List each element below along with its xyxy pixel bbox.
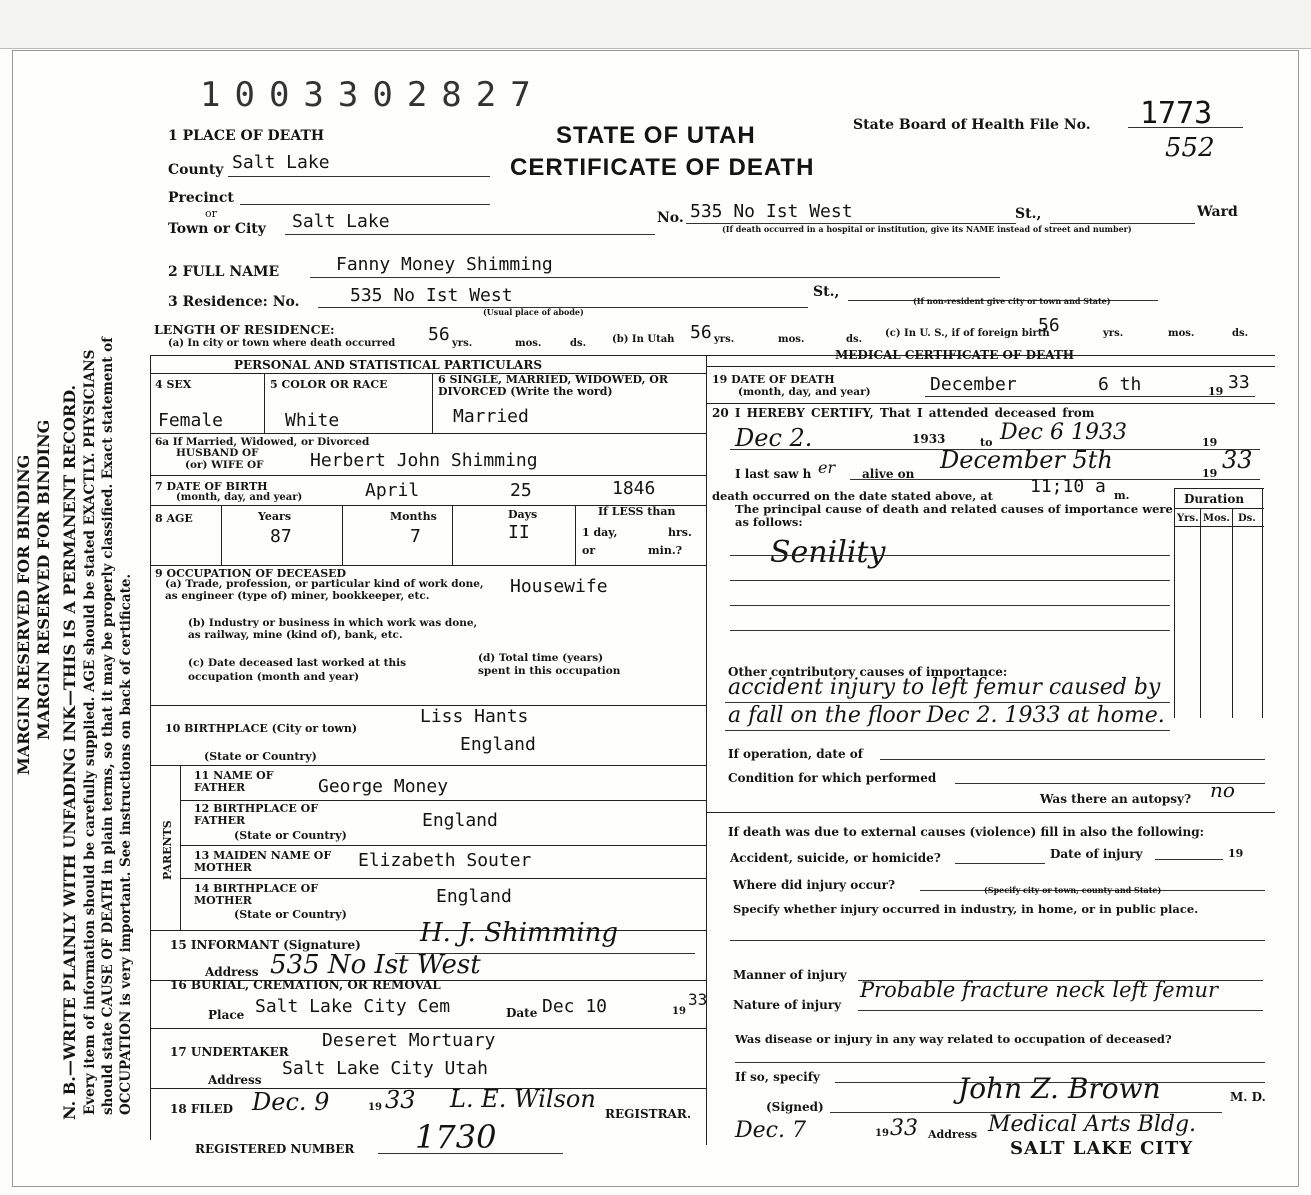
informant-address-label: Address: [205, 965, 259, 979]
duration-mos: Mos.: [1203, 513, 1230, 524]
one-day-label: 1 day,: [582, 526, 618, 539]
marital-label: 6 SINGLE, MARRIED, WIDOWED, OR DIVORCED (Write the word): [438, 373, 669, 398]
burial-place-label: Place: [208, 1008, 245, 1022]
length-label: LENGTH OF RESIDENCE:: [154, 322, 335, 337]
father-bp: England: [422, 810, 498, 831]
county-value: Salt Lake: [232, 152, 330, 173]
dod-year-prefix: 19: [1208, 385, 1224, 398]
certify-label: 20 I HEREBY CERTIFY, That I attended deceased from: [712, 406, 1095, 420]
top-serial: 1003302827: [200, 75, 545, 115]
mother-bp-label: 14 BIRTHPLACE OF MOTHER: [194, 882, 319, 907]
length-a-years: 56: [428, 324, 450, 345]
nature-label: Nature of injury: [733, 998, 842, 1012]
occupation-label: 9 OCCUPATION OF DECEASED: [155, 567, 347, 580]
margin-binding-1: MARGIN RESERVED FOR BINDING: [14, 454, 33, 775]
signed-label: (Signed): [766, 1100, 824, 1114]
registrar-label: REGISTRAR.: [605, 1107, 692, 1121]
sig-address-label: Address: [928, 1128, 978, 1141]
sex-label: 4 SEX: [155, 378, 192, 391]
color-value: White: [285, 410, 340, 431]
other-causes-label: Other contributory causes of importance:: [728, 665, 1008, 679]
spouse-value: Herbert John Shimming: [310, 450, 538, 471]
full-name-label: 2 FULL NAME: [168, 264, 280, 280]
age-label: 8 AGE: [155, 512, 193, 525]
specify-label: Specify whether injury occurred in industry, in home, or in public place.: [733, 902, 1199, 916]
dob-month: April: [365, 480, 420, 501]
burial-label: 16 BURIAL, CREMATION, OR REMOVAL: [170, 978, 441, 992]
length-a-ds: ds.: [570, 338, 587, 349]
length-b-ds: ds.: [846, 334, 863, 345]
mother-label: 13 MAIDEN NAME OF MOTHER: [194, 849, 332, 874]
informant-label: 15 INFORMANT (Signature): [170, 938, 361, 952]
dod-day: 6 th: [1098, 374, 1142, 395]
autopsy-label: Was there an autopsy?: [1040, 792, 1192, 806]
age-days: II: [508, 522, 530, 543]
length-a-yrs: yrs.: [452, 338, 473, 349]
file-no: 1773: [1140, 96, 1213, 131]
residence-st-label: St.,: [813, 284, 840, 300]
related-label: Was disease or injury in any way related to occupation of deceased?: [735, 1032, 1172, 1046]
filed-label: 18 FILED: [170, 1102, 233, 1116]
burial-date: Dec 10: [542, 996, 608, 1017]
other-cause-1: accident injury to left femur caused by: [728, 675, 1161, 700]
file-no-label: State Board of Health File No.: [853, 117, 1091, 133]
duration-label: Duration: [1184, 492, 1245, 506]
usual-note: (Usual place of abode): [483, 307, 584, 317]
if-so-label: If so, specify: [735, 1070, 820, 1084]
mother-bp: England: [436, 886, 512, 907]
certificate-title: CERTIFICATE OF DEATH: [510, 154, 815, 181]
filed-year: 33: [385, 1086, 416, 1114]
dob-sub: (month, day, and year): [176, 492, 303, 503]
attend-from-year: 1933: [912, 432, 946, 446]
street-st-label: St.,: [1015, 206, 1042, 222]
mother-name: Elizabeth Souter: [358, 850, 532, 871]
stacked-page-edge: [0, 0, 1311, 49]
hospital-note: (If death occurred in a hospital or institution, give its NAME instead of street and number): [722, 224, 1132, 234]
margin-nb: N. B.—WRITE PLAINLY WITH UNFADING INK—THIS IS A PERMANENT RECORD.: [60, 384, 79, 1120]
birthplace-city: Liss Hants: [420, 706, 529, 727]
dod-label: 19 DATE OF DEATH: [712, 373, 835, 386]
where-label: Where did injury occur?: [733, 878, 896, 892]
age-months: 7: [410, 526, 421, 547]
or-label: or: [582, 544, 596, 557]
undertaker-name: Deseret Mortuary: [322, 1030, 496, 1051]
length-c-label: (c) In U. S., if of foreign birth: [885, 328, 1050, 339]
nature-value: Probable fracture neck left femur: [860, 978, 1219, 1002]
sex-value: Female: [158, 410, 224, 431]
burial-date-label: Date: [506, 1006, 538, 1020]
color-label: 5 COLOR OR RACE: [270, 378, 388, 391]
hrs-label: hrs.: [668, 526, 692, 539]
margin-binding-2: MARGIN RESERVED FOR BINDING: [34, 419, 53, 740]
age-days-label: Days: [508, 508, 538, 521]
last-saw-label: I last saw h: [735, 467, 812, 481]
birthplace-label: 10 BIRTHPLACE (City or town): [165, 722, 358, 735]
town-value: Salt Lake: [292, 211, 390, 232]
town-label: Town or City: [168, 221, 266, 237]
min-label: min.?: [648, 544, 683, 557]
margin-occupation: OCCUPATION is very important. See instructions on back of certificate.: [118, 573, 134, 1115]
injury-date-label: Date of injury: [1050, 847, 1143, 861]
manner-label: Manner of injury: [733, 968, 847, 982]
attend-year-blank: 19: [1202, 436, 1218, 449]
undertaker-label: 17 UNDERTAKER: [170, 1045, 289, 1059]
registered-value: 1730: [415, 1118, 497, 1156]
where-note: (Specify city or town, county and State): [984, 885, 1162, 895]
undertaker-address-label: Address: [208, 1073, 262, 1087]
filed-date: Dec. 9: [252, 1088, 330, 1116]
occupation-d-label: (d) Total time (years) spent in this occupation: [478, 652, 621, 677]
undertaker-address: Salt Lake City Utah: [282, 1058, 488, 1079]
last-saw-date: December 5th: [940, 446, 1113, 474]
sig-year-prefix: 19: [875, 1128, 889, 1139]
occupation-b-label: (b) Industry or business in which work was done, as railway, mine (kind of), bank, etc.: [188, 617, 478, 641]
medical-section-title: MEDICAL CERTIFICATE OF DEATH: [835, 348, 1075, 362]
personal-section-title: PERSONAL AND STATISTICAL PARTICULARS: [234, 358, 543, 372]
burial-year-prefix: 19: [672, 1006, 686, 1017]
last-saw-year-prefix: 19: [1202, 467, 1218, 480]
sig-city: SALT LAKE CITY: [1010, 1138, 1194, 1159]
dob-day: 25: [510, 480, 532, 501]
length-b-yrs: yrs.: [714, 334, 735, 345]
length-a-label: (a) In city or town where death occurred: [168, 338, 396, 349]
age-years: 87: [270, 526, 292, 547]
spouse-label-3: (or) WIFE OF: [185, 459, 264, 471]
autopsy-value: no: [1210, 778, 1235, 802]
precinct-or: or: [205, 207, 217, 220]
registered-label: REGISTERED NUMBER: [195, 1142, 355, 1156]
dod-month: December: [930, 374, 1017, 395]
place-of-death-label: 1 PLACE OF DEATH: [168, 128, 325, 144]
external-label: If death was due to external causes (violence) fill in also the following:: [728, 825, 1205, 839]
dod-sub: (month, day, and year): [738, 386, 871, 398]
length-b-label: (b) In Utah: [612, 334, 675, 345]
length-a-mos: mos.: [515, 338, 542, 349]
sig-year: 33: [890, 1116, 918, 1141]
length-c-years: 56: [1038, 315, 1060, 336]
nonres-note: (If non-resident give city or town and State): [913, 296, 1111, 306]
cause-value: Senility: [770, 535, 886, 570]
birthplace-state-label: (State or Country): [204, 750, 317, 763]
occupation-a-label: (a) Trade, profession, or particular kind of work done, as engineer (type of) miner, bookkeeper, etc.: [165, 578, 484, 602]
length-b-years: 56: [690, 322, 712, 343]
duration-ds: Ds.: [1238, 513, 1256, 524]
injury-year: 19: [1228, 847, 1244, 860]
full-name-value: Fanny Money Shimming: [336, 254, 553, 275]
margin-should: should state CAUSE OF DEATH in plain terms, so that it may be properly classified. Exact statement of: [100, 337, 116, 1115]
attend-to-label: to: [980, 436, 993, 449]
time-value: 11;10 a: [1030, 476, 1106, 497]
accident-label: Accident, suicide, or homicide?: [730, 851, 941, 865]
cause-label: The principal cause of death and related causes of importance were as follows:: [735, 502, 1173, 529]
margin-every: Every item of information should be carefully supplied. AGE should be stated EXACTLY. PHYSICIANS: [82, 349, 98, 1115]
parents-side-label: PARENTS: [161, 820, 174, 880]
last-saw-pronoun: er: [818, 458, 836, 477]
attend-from: Dec 2.: [735, 424, 813, 452]
less-than-label: If LESS than: [598, 505, 676, 518]
state-title: STATE OF UTAH: [556, 122, 756, 149]
father-bp-sub: (State or Country): [234, 829, 347, 842]
age-months-label: Months: [390, 510, 437, 523]
occupation-c-label: (c) Date deceased last worked at this occupation (month and year): [188, 657, 406, 683]
occurred-label: death occurred on the date stated above, at: [712, 489, 993, 503]
county-label: County: [168, 162, 224, 178]
burial-place: Salt Lake City Cem: [255, 996, 451, 1017]
duration-yrs: Yrs.: [1177, 513, 1199, 524]
md-label: M. D.: [1230, 1090, 1266, 1104]
sig-address: Medical Arts Bldg.: [988, 1112, 1197, 1137]
spouse-label-1: 6a If Married, Widowed, or Divorced: [155, 436, 370, 448]
ward-label: Ward: [1197, 204, 1238, 220]
length-b-mos: mos.: [778, 334, 805, 345]
operation-label: If operation, date of: [728, 747, 863, 761]
birthplace-country: England: [460, 734, 536, 755]
mother-bp-sub: (State or Country): [234, 908, 347, 921]
father-label: 11 NAME OF FATHER: [194, 769, 274, 794]
length-c-mos: mos.: [1168, 328, 1195, 339]
time-suffix: m.: [1114, 489, 1130, 502]
father-name: George Money: [318, 776, 449, 797]
length-c-ds: ds.: [1232, 328, 1249, 339]
burial-year: 33: [688, 990, 708, 1009]
alive-on-label: alive on: [862, 467, 915, 481]
age-years-label: Years: [258, 510, 292, 523]
length-c-yrs: yrs.: [1103, 328, 1124, 339]
residence-label: 3 Residence: No.: [168, 294, 300, 310]
precinct-label: Precinct: [168, 190, 234, 206]
other-cause-2: a fall on the floor Dec 2. 1933 at home.: [728, 703, 1165, 728]
registrar-signature: L. E. Wilson: [450, 1085, 596, 1113]
attend-to: Dec 6 1933: [1000, 420, 1127, 445]
filed-year-prefix: 19: [368, 1102, 382, 1113]
dod-year: 33: [1228, 372, 1250, 393]
marital-value: Married: [453, 406, 529, 427]
spouse-label-2: HUSBAND OF: [176, 447, 259, 459]
physician-signature: John Z. Brown: [958, 1072, 1161, 1105]
father-bp-label: 12 BIRTHPLACE OF FATHER: [194, 802, 319, 827]
street-no-label: No.: [657, 210, 684, 226]
residence-value: 535 No Ist West: [350, 285, 513, 306]
informant-signature: H. J. Shimming: [420, 918, 619, 948]
street-value: 535 No Ist West: [690, 201, 853, 222]
informant-address: 535 No Ist West: [270, 950, 481, 980]
occupation-value: Housewife: [510, 576, 608, 597]
sig-date: Dec. 7: [735, 1118, 806, 1143]
dob-year: 1846: [612, 478, 656, 499]
last-saw-year: 33: [1222, 446, 1253, 474]
dob-label: 7 DATE OF BIRTH: [155, 480, 268, 493]
file-no-2: 552: [1165, 133, 1215, 163]
condition-label: Condition for which performed: [728, 771, 937, 785]
